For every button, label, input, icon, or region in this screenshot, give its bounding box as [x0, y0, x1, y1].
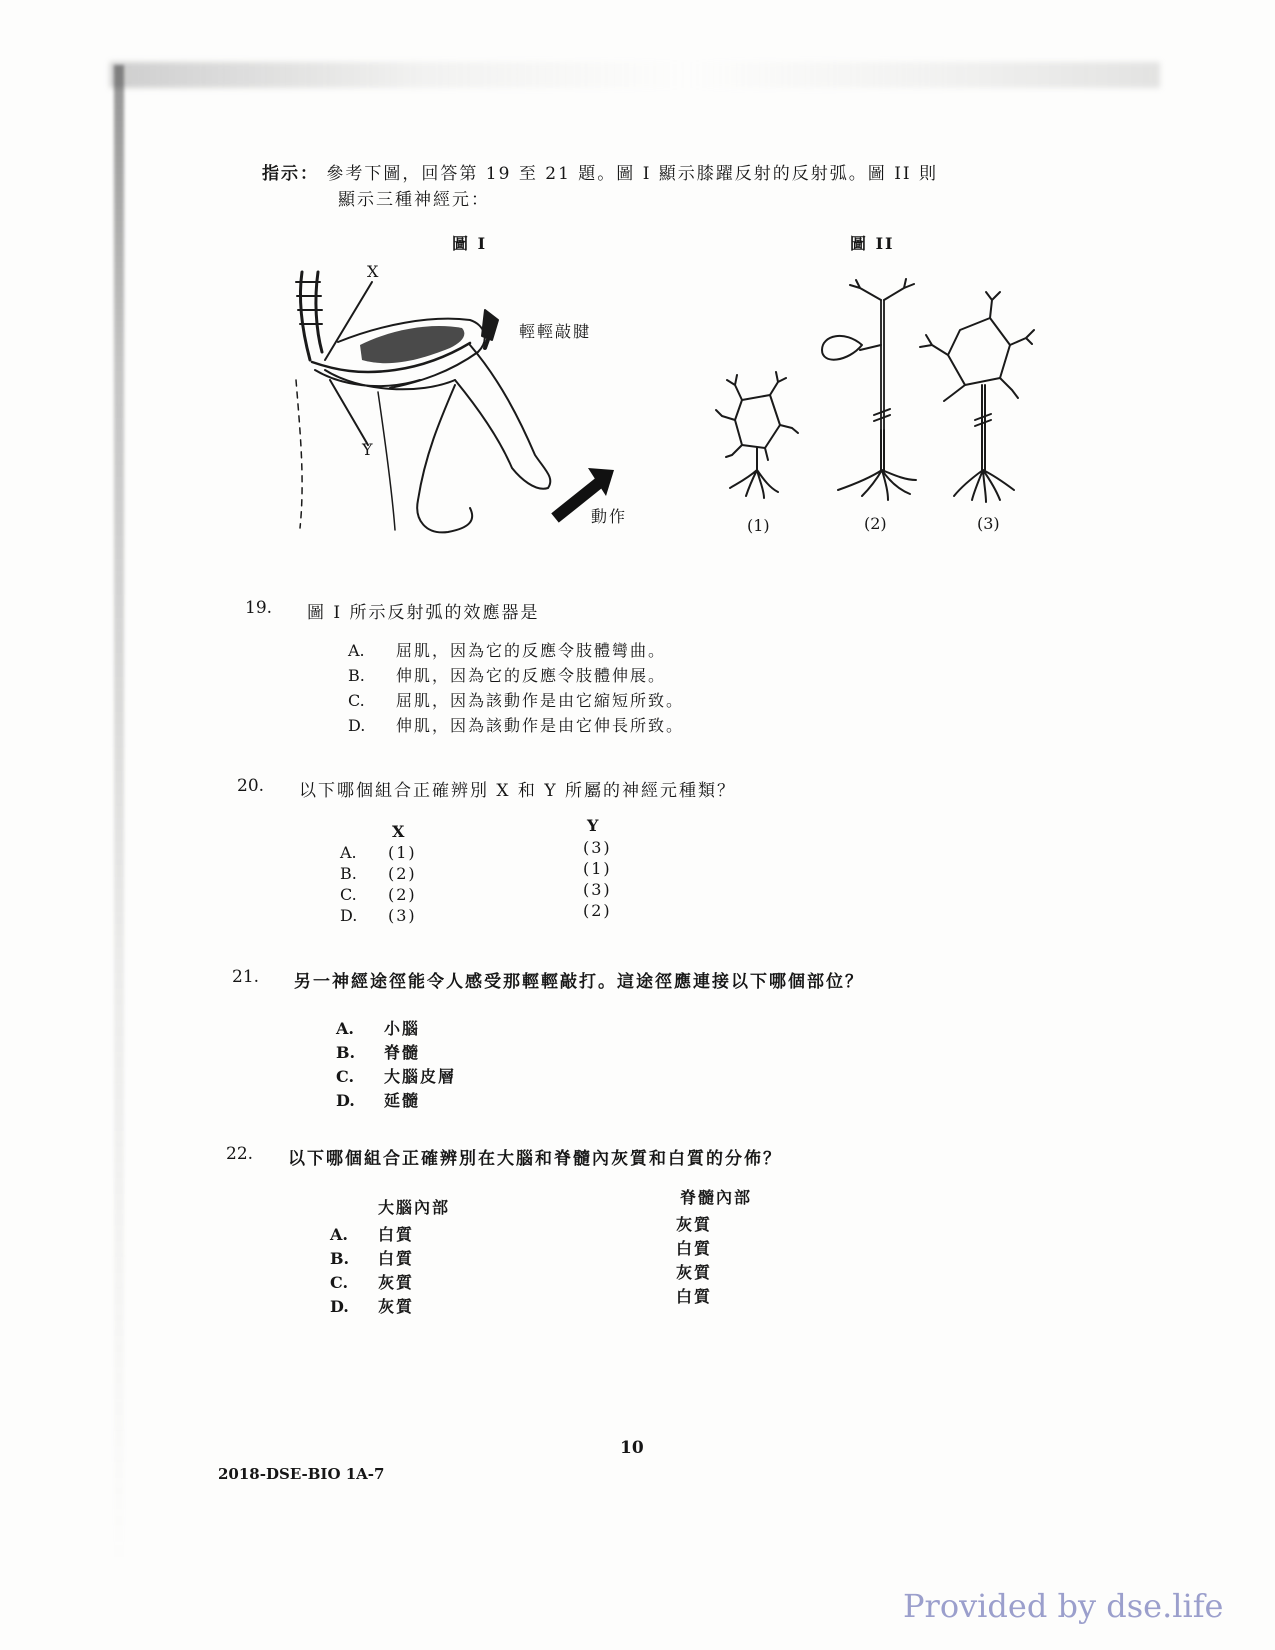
- option-letter: D.: [340, 906, 358, 925]
- option-y-value: (1): [583, 859, 612, 878]
- option-d[interactable]: [348, 713, 684, 736]
- option-b[interactable]: [348, 663, 666, 686]
- option-c[interactable]: [336, 1064, 456, 1087]
- question-stem: 圖 I 所示反射弧的效應器是: [307, 603, 540, 623]
- option-letter: B.: [348, 666, 365, 685]
- watermark: Provided by dse.life: [903, 1587, 1224, 1625]
- option-letter: B.: [330, 1249, 350, 1268]
- option-a[interactable]: [340, 843, 417, 862]
- option-letter: C.: [336, 1067, 355, 1086]
- option-letter: B.: [340, 864, 357, 883]
- option-d[interactable]: [330, 1294, 414, 1317]
- neuron-2: [822, 279, 916, 500]
- option-letter: A.: [348, 641, 365, 660]
- option-y-value: (3): [583, 838, 612, 857]
- neuron-3: [920, 292, 1034, 502]
- option-text: 延髓: [384, 1091, 421, 1110]
- option-brain-value: 灰質: [378, 1273, 415, 1292]
- option-b[interactable]: [336, 1040, 420, 1063]
- question-number: 20.: [237, 776, 265, 796]
- question-number: 21.: [232, 967, 260, 987]
- label-x: X: [367, 262, 379, 281]
- instructions-label: 指示：: [262, 164, 319, 184]
- option-letter: C.: [330, 1273, 349, 1292]
- instructions-line2: 顯示三種神經元：: [338, 190, 490, 210]
- option-letter: C.: [340, 885, 357, 904]
- option-letter: A.: [330, 1225, 348, 1244]
- option-spinal-value: 白質: [676, 1287, 713, 1306]
- paper-code: 2018-DSE-BIO 1A-7: [218, 1465, 385, 1483]
- neuron-1: [716, 372, 798, 498]
- question-stem: 以下哪個組合正確辨別 X 和 Y 所屬的神經元種類？: [299, 781, 736, 801]
- option-b[interactable]: [340, 864, 417, 883]
- option-a[interactable]: [348, 638, 666, 661]
- option-text: 屈肌，因為它的反應令肢體彎曲。: [396, 641, 667, 660]
- column-header-x: X: [392, 822, 407, 841]
- option-a[interactable]: [330, 1222, 414, 1245]
- question-stem: 另一神經途徑能令人感受那輕輕敲打。這途徑應連接以下哪個部位？: [294, 972, 864, 992]
- option-x-value: (2): [388, 864, 417, 883]
- option-d[interactable]: [336, 1088, 420, 1111]
- option-letter: A.: [336, 1019, 354, 1038]
- option-y-value: (3): [583, 880, 612, 899]
- question-number: 22.: [226, 1144, 254, 1164]
- question-number: 19.: [245, 598, 273, 618]
- option-spinal-value: 灰質: [676, 1215, 713, 1234]
- option-text: 伸肌，因為該動作是由它伸長所致。: [396, 716, 685, 735]
- column-header-y: Y: [587, 816, 601, 835]
- option-text: 伸肌，因為它的反應令肢體伸展。: [396, 666, 667, 685]
- option-x-value: (3): [388, 906, 417, 925]
- neuron-label-3: (3): [977, 514, 1000, 533]
- option-c[interactable]: [340, 885, 417, 904]
- label-tap-tendon: 輕輕敲腱: [519, 322, 592, 341]
- option-d[interactable]: [340, 906, 417, 925]
- option-brain-value: 白質: [378, 1249, 415, 1268]
- option-letter: D.: [348, 716, 366, 735]
- option-c[interactable]: [348, 688, 684, 711]
- option-a[interactable]: [336, 1016, 420, 1039]
- option-text: 小腦: [384, 1019, 421, 1038]
- option-letter: C.: [348, 691, 365, 710]
- option-letter: A.: [340, 843, 357, 862]
- figure1-title: 圖 I: [452, 234, 488, 253]
- option-brain-value: 白質: [378, 1225, 415, 1244]
- label-action: 動作: [591, 507, 628, 526]
- neuron-label-1: (1): [747, 516, 770, 535]
- option-spinal-value: 白質: [676, 1239, 713, 1258]
- option-text: 大腦皮層: [384, 1067, 457, 1086]
- option-brain-value: 灰質: [378, 1297, 415, 1316]
- neuron-label-2: (2): [864, 514, 887, 533]
- option-letter: D.: [336, 1091, 355, 1110]
- option-b[interactable]: [330, 1246, 414, 1269]
- page-number: 10: [620, 1438, 644, 1458]
- option-text: 屈肌，因為該動作是由它縮短所致。: [396, 691, 685, 710]
- option-x-value: (1): [388, 843, 417, 862]
- label-y: Y: [362, 440, 373, 459]
- option-text: 脊髓: [384, 1043, 421, 1062]
- option-letter: B.: [336, 1043, 356, 1062]
- instructions-line1: 參考下圖，回答第 19 至 21 題。圖 I 顯示膝躍反射的反射弧。圖 II 則: [326, 164, 939, 184]
- question-stem: 以下哪個組合正確辨別在大腦和脊髓內灰質和白質的分佈？: [288, 1149, 782, 1169]
- option-c[interactable]: [330, 1270, 414, 1293]
- column-header-brain: 大腦內部: [378, 1198, 451, 1217]
- column-header-spinal-cord: 脊髓內部: [680, 1188, 753, 1207]
- option-x-value: (2): [388, 885, 417, 904]
- option-letter: D.: [330, 1297, 349, 1316]
- figure2-title: 圖 II: [850, 234, 895, 253]
- option-y-value: (2): [583, 901, 612, 920]
- option-spinal-value: 灰質: [676, 1263, 713, 1282]
